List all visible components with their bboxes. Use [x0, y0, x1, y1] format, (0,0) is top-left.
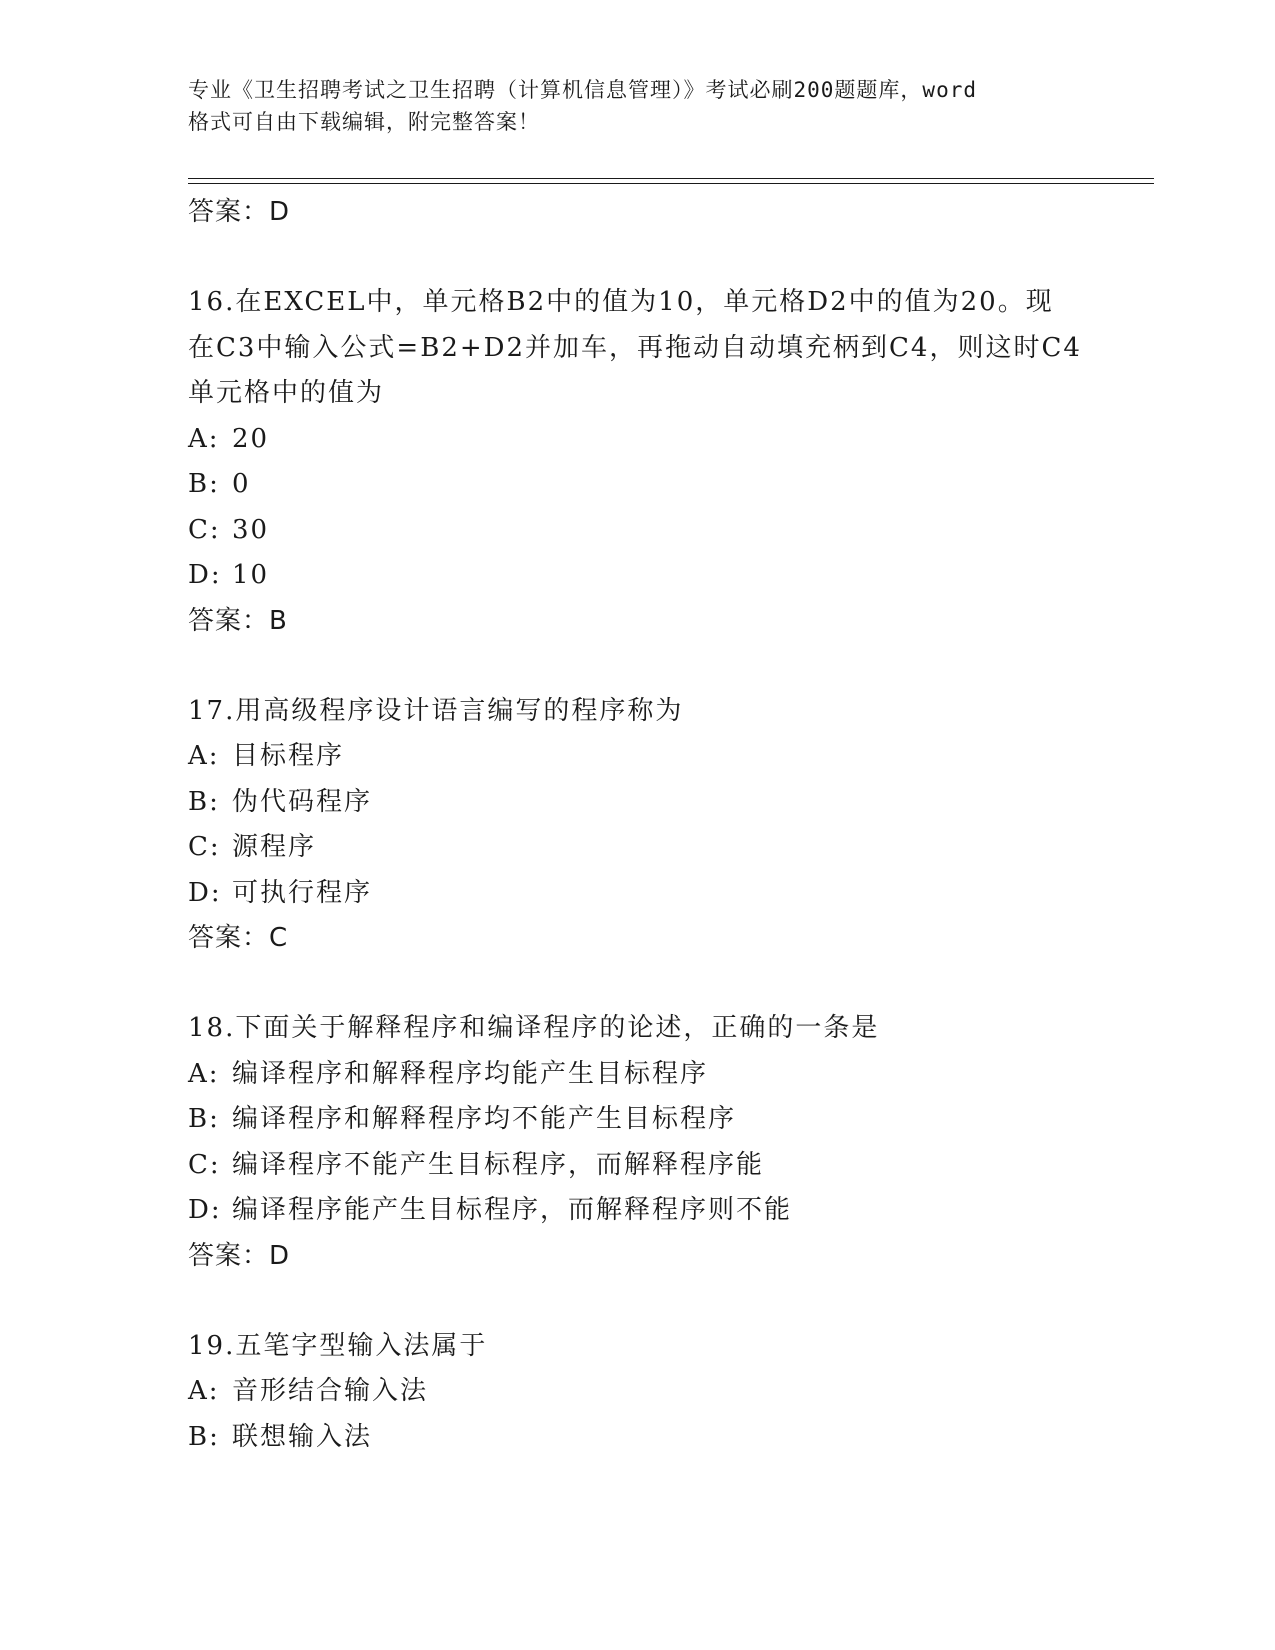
header-divider-top [188, 178, 1154, 179]
option-text: 编译程序不能产生目标程序，而解释程序能 [232, 1149, 765, 1180]
option-text: 0 [232, 469, 251, 499]
option-text: 编译程序能产生目标程序，而解释程序则不能 [232, 1195, 793, 1225]
question-18-answer: 答案：D [188, 1240, 291, 1271]
option-letter: D: [188, 1195, 222, 1225]
question-18 [188, 1006, 1088, 1278]
option-c [188, 825, 1088, 871]
option-text: 编译程序和解释程序均不能产生目标程序 [232, 1104, 737, 1134]
question-17-answer: 答案：C [188, 923, 289, 953]
option-letter: A: [188, 1376, 220, 1406]
option-text: 20 [232, 423, 270, 454]
option-letter: D: [188, 560, 222, 590]
question-list [188, 190, 1088, 1460]
question-19 [188, 1324, 1088, 1461]
option-b [188, 1097, 1088, 1143]
question-text-line: 单元格中的值为 [188, 378, 385, 408]
option-text: 编译程序和解释程序均能产生目标程序 [232, 1058, 709, 1089]
question-16-text [188, 280, 1088, 417]
option-b [188, 780, 1088, 826]
option-d [188, 553, 1088, 599]
option-letter: A: [188, 423, 220, 454]
header-line-2: 格式可自由下载编辑，附完整答案！ [188, 110, 540, 134]
previous-answer: 答案：D [188, 197, 291, 227]
question-text-line: 18.下面关于解释程序和编译程序的论述，正确的一条是 [188, 1013, 880, 1043]
question-16 [188, 280, 1088, 643]
option-text: 音形结合输入法 [232, 1376, 429, 1406]
option-a [188, 417, 1088, 463]
question-19-text [188, 1324, 1088, 1370]
option-text: 10 [232, 560, 270, 590]
option-a [188, 1052, 1088, 1098]
question-text-line: 17.用高级程序设计语言编写的程序称为 [188, 695, 684, 726]
option-letter: B: [188, 786, 220, 817]
header-line-1: 专业《卫生招聘考试之卫生招聘（计算机信息管理）》考试必刷200题题库，word [188, 78, 977, 102]
option-letter: B: [188, 1421, 220, 1452]
question-text-line: 19.五笔字型输入法属于 [188, 1330, 488, 1361]
option-text: 联想输入法 [232, 1421, 373, 1452]
option-letter: C: [188, 514, 221, 545]
option-letter: A: [188, 741, 220, 771]
option-letter: C: [188, 1149, 221, 1180]
question-17 [188, 689, 1088, 961]
option-text: 源程序 [232, 832, 317, 862]
option-d [188, 871, 1088, 917]
option-letter: C: [188, 832, 221, 862]
option-b [188, 1415, 1088, 1461]
option-text: 可执行程序 [232, 877, 373, 908]
question-18-text [188, 1006, 1088, 1052]
question-16-answer: 答案：B [188, 605, 288, 636]
option-letter: D: [188, 877, 222, 908]
option-text: 目标程序 [232, 741, 345, 771]
option-c [188, 1143, 1088, 1189]
option-a [188, 734, 1088, 780]
option-letter: B: [188, 469, 220, 499]
option-c [188, 508, 1088, 554]
question-17-text [188, 689, 1088, 735]
document-header [188, 74, 1088, 138]
question-text-line: 在C3中输入公式=B2+D2并加车，再拖动自动填充柄到C4，则这时C4 [188, 332, 1082, 363]
header-divider-bottom [188, 183, 1154, 184]
option-b [188, 462, 1088, 508]
question-text-line: 16.在EXCEL中，单元格B2中的值为10，单元格D2中的值为20。现 [188, 287, 1054, 317]
option-d [188, 1188, 1088, 1234]
option-letter: A: [188, 1058, 220, 1089]
option-text: 伪代码程序 [232, 786, 373, 817]
option-text: 30 [232, 514, 270, 545]
option-letter: B: [188, 1104, 220, 1134]
option-a [188, 1369, 1088, 1415]
